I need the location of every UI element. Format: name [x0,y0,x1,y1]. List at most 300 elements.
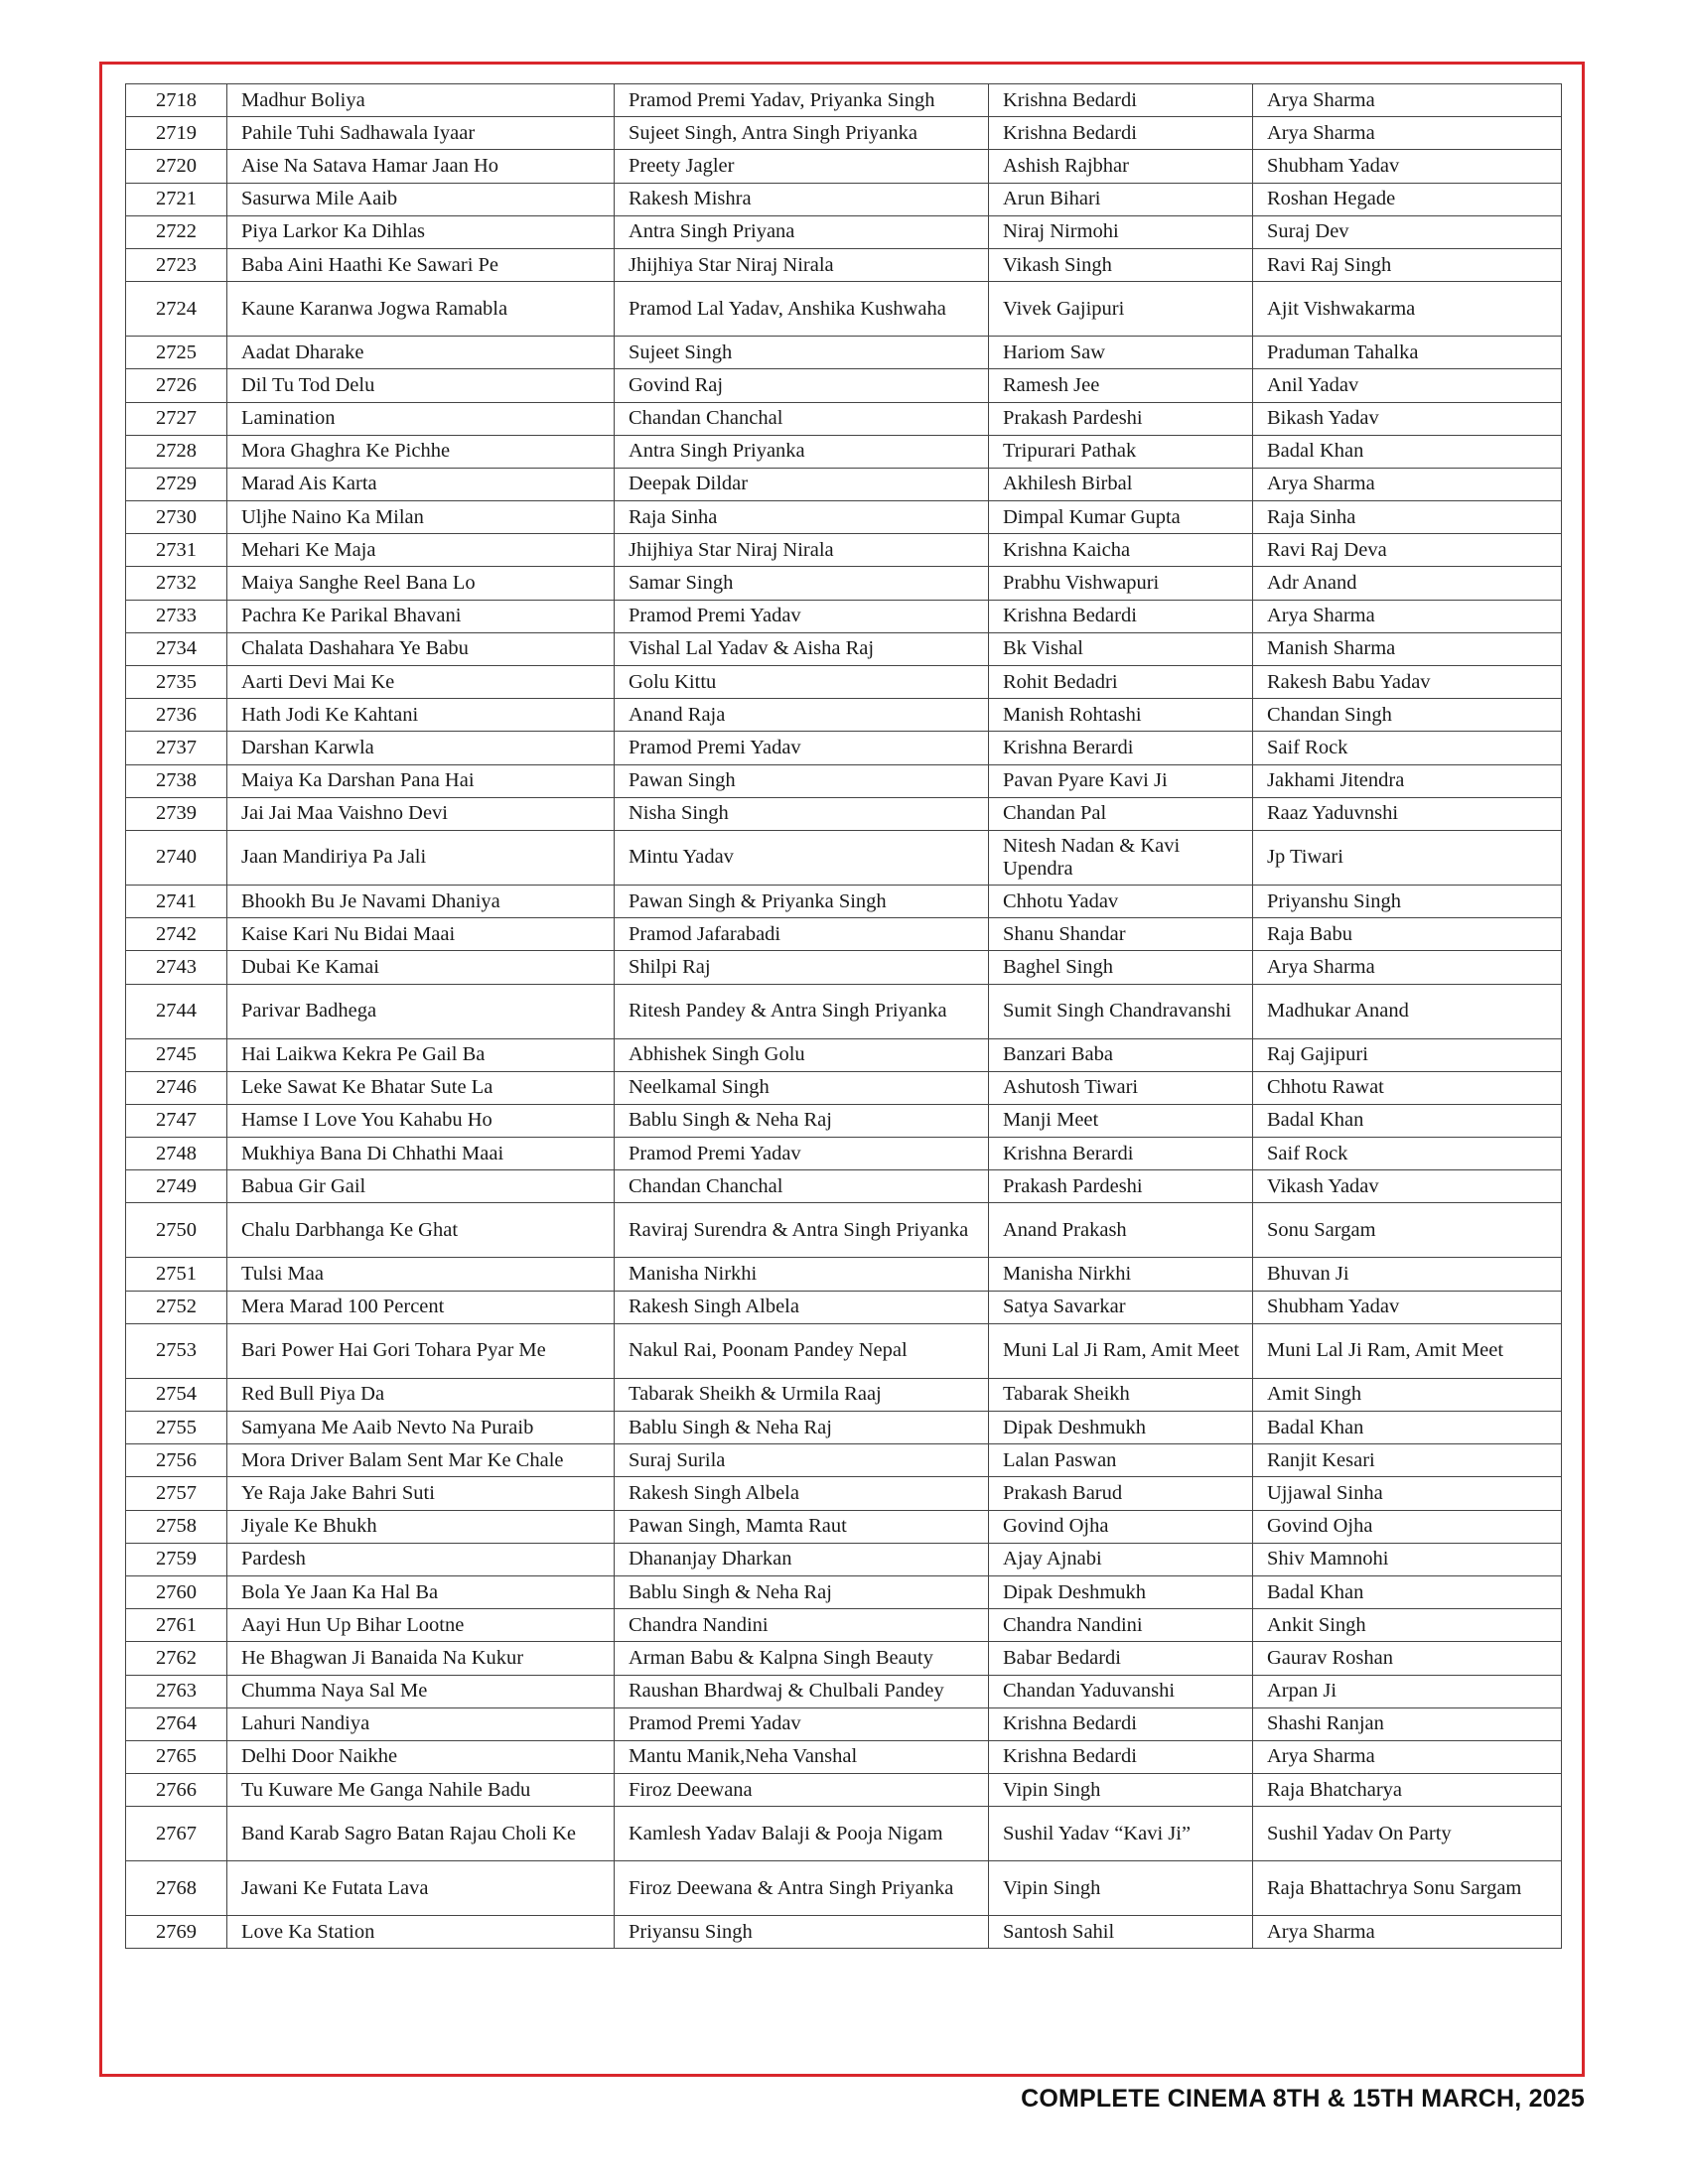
song-number-cell: 2752 [126,1291,227,1323]
singer-cell: Shilpi Raj [615,951,989,984]
song-title-cell: Babua Gir Gail [227,1170,615,1203]
lyricist-cell: Dipak Deshmukh [989,1412,1253,1444]
lyricist-cell: Tabarak Sheikh [989,1378,1253,1411]
singer-cell: Firoz Deewana & Antra Singh Priyanka [615,1861,989,1916]
singer-cell: Raja Sinha [615,501,989,534]
singer-cell: Chandan Chanchal [615,402,989,435]
music-director-cell: Arya Sharma [1253,84,1562,117]
song-number-cell: 2740 [126,830,227,885]
song-number-cell: 2723 [126,248,227,281]
singer-cell: Pramod Premi Yadav [615,1138,989,1170]
singer-cell: Antra Singh Priyana [615,215,989,248]
music-director-cell: Govind Ojha [1253,1510,1562,1543]
song-number-cell: 2735 [126,666,227,699]
singer-cell: Raushan Bhardwaj & Chulbali Pandey [615,1675,989,1707]
music-director-cell: Raja Bhattachrya Sonu Sargam [1253,1861,1562,1916]
song-number-cell: 2730 [126,501,227,534]
song-title-cell: Tulsi Maa [227,1258,615,1291]
song-number-cell: 2757 [126,1477,227,1510]
singer-cell: Suraj Surila [615,1444,989,1477]
song-title-cell: Pachra Ke Parikal Bhavani [227,600,615,632]
table-row [126,951,1562,984]
song-title-cell: Aarti Devi Mai Ke [227,666,615,699]
song-number-cell: 2764 [126,1707,227,1740]
song-number-cell: 2721 [126,183,227,215]
singer-cell: Pramod Premi Yadav [615,732,989,764]
song-number-cell: 2753 [126,1323,227,1378]
singer-cell: Golu Kittu [615,666,989,699]
singer-cell: Vishal Lal Yadav & Aisha Raj [615,632,989,665]
table-row [126,534,1562,567]
table-row [126,84,1562,117]
singer-cell: Kamlesh Yadav Balaji & Pooja Nigam [615,1807,989,1861]
song-title-cell: Jai Jai Maa Vaishno Devi [227,797,615,830]
singer-cell: Pawan Singh, Mamta Raut [615,1510,989,1543]
table-row [126,1510,1562,1543]
song-number-cell: 2719 [126,117,227,150]
song-number-cell: 2744 [126,984,227,1038]
music-director-cell: Badal Khan [1253,435,1562,468]
table-row [126,282,1562,337]
lyricist-cell: Krishna Bedardi [989,1740,1253,1773]
table-row [126,248,1562,281]
lyricist-cell: Govind Ojha [989,1510,1253,1543]
lyricist-cell: Chhotu Yadav [989,885,1253,917]
song-number-cell: 2745 [126,1038,227,1071]
singer-cell: Priyansu Singh [615,1916,989,1949]
music-director-cell: Manish Sharma [1253,632,1562,665]
song-number-cell: 2718 [126,84,227,117]
lyricist-cell: Ramesh Jee [989,369,1253,402]
table-row [126,666,1562,699]
music-director-cell: Shubham Yadav [1253,1291,1562,1323]
table-row [126,1071,1562,1104]
music-director-cell: Chandan Singh [1253,699,1562,732]
song-title-cell: Love Ka Station [227,1916,615,1949]
singer-cell: Chandan Chanchal [615,1170,989,1203]
song-title-cell: Hai Laikwa Kekra Pe Gail Ba [227,1038,615,1071]
song-number-cell: 2756 [126,1444,227,1477]
table-row [126,337,1562,369]
lyricist-cell: Chandan Yaduvanshi [989,1675,1253,1707]
music-director-cell: Raja Bhatcharya [1253,1774,1562,1807]
music-director-cell: Roshan Hegade [1253,183,1562,215]
song-title-cell: Bola Ye Jaan Ka Hal Ba [227,1575,615,1608]
singer-cell: Rakesh Singh Albela [615,1291,989,1323]
lyricist-cell: Pavan Pyare Kavi Ji [989,764,1253,797]
singer-cell: Preety Jagler [615,150,989,183]
song-number-cell: 2750 [126,1203,227,1258]
music-director-cell: Amit Singh [1253,1378,1562,1411]
lyricist-cell: Vikash Singh [989,248,1253,281]
music-director-cell: Arpan Ji [1253,1675,1562,1707]
song-number-cell: 2722 [126,215,227,248]
table-row [126,600,1562,632]
music-director-cell: Ravi Raj Deva [1253,534,1562,567]
singer-cell: Neelkamal Singh [615,1071,989,1104]
song-number-cell: 2739 [126,797,227,830]
song-title-cell: Mora Driver Balam Sent Mar Ke Chale [227,1444,615,1477]
lyricist-cell: Satya Savarkar [989,1291,1253,1323]
music-director-cell: Ujjawal Sinha [1253,1477,1562,1510]
song-title-cell: Jaan Mandiriya Pa Jali [227,830,615,885]
table-row [126,369,1562,402]
song-title-cell: Uljhe Naino Ka Milan [227,501,615,534]
lyricist-cell: Nitesh Nadan & Kavi Upendra [989,830,1253,885]
table-row [126,1258,1562,1291]
music-director-cell: Ranjit Kesari [1253,1444,1562,1477]
music-director-cell: Raja Babu [1253,918,1562,951]
music-director-cell: Shiv Mamnohi [1253,1543,1562,1575]
table-row [126,435,1562,468]
song-title-cell: Aadat Dharake [227,337,615,369]
song-title-cell: Chalata Dashahara Ye Babu [227,632,615,665]
song-title-cell: Mora Ghaghra Ke Pichhe [227,435,615,468]
lyricist-cell: Ashutosh Tiwari [989,1071,1253,1104]
singer-cell: Chandra Nandini [615,1609,989,1642]
song-number-cell: 2749 [126,1170,227,1203]
song-number-cell: 2763 [126,1675,227,1707]
music-director-cell: Arya Sharma [1253,1916,1562,1949]
song-title-cell: Dil Tu Tod Delu [227,369,615,402]
table-row [126,1291,1562,1323]
music-director-cell: Arya Sharma [1253,600,1562,632]
table-row [126,1038,1562,1071]
singer-cell: Manisha Nirkhi [615,1258,989,1291]
song-number-cell: 2768 [126,1861,227,1916]
song-number-cell: 2741 [126,885,227,917]
lyricist-cell: Chandra Nandini [989,1609,1253,1642]
music-director-cell: Ankit Singh [1253,1609,1562,1642]
music-director-cell: Shubham Yadav [1253,150,1562,183]
song-title-cell: Darshan Karwla [227,732,615,764]
lyricist-cell: Banzari Baba [989,1038,1253,1071]
table-row [126,402,1562,435]
music-director-cell: Saif Rock [1253,732,1562,764]
song-number-cell: 2746 [126,1071,227,1104]
singer-cell: Raviraj Surendra & Antra Singh Priyanka [615,1203,989,1258]
song-number-cell: 2747 [126,1104,227,1137]
music-director-cell: Raj Gajipuri [1253,1038,1562,1071]
music-director-cell: Raja Sinha [1253,501,1562,534]
music-director-cell: Jp Tiwari [1253,830,1562,885]
song-title-cell: Red Bull Piya Da [227,1378,615,1411]
table-row [126,1477,1562,1510]
music-director-cell: Arya Sharma [1253,468,1562,500]
music-director-cell: Chhotu Rawat [1253,1071,1562,1104]
singer-cell: Tabarak Sheikh & Urmila Raaj [615,1378,989,1411]
singer-cell: Pawan Singh & Priyanka Singh [615,885,989,917]
lyricist-cell: Ashish Rajbhar [989,150,1253,183]
song-title-cell: Tu Kuware Me Ganga Nahile Badu [227,1774,615,1807]
table-row [126,215,1562,248]
singer-cell: Abhishek Singh Golu [615,1038,989,1071]
song-title-cell: Lahuri Nandiya [227,1707,615,1740]
table-row [126,1916,1562,1949]
table-row [126,501,1562,534]
music-director-cell: Bhuvan Ji [1253,1258,1562,1291]
table-row [126,1740,1562,1773]
song-number-cell: 2762 [126,1642,227,1675]
song-title-cell: Chalu Darbhanga Ke Ghat [227,1203,615,1258]
song-number-cell: 2765 [126,1740,227,1773]
lyricist-cell: Manisha Nirkhi [989,1258,1253,1291]
table-row [126,567,1562,600]
music-director-cell: Sushil Yadav On Party [1253,1807,1562,1861]
table-row [126,183,1562,215]
lyricist-cell: Bk Vishal [989,632,1253,665]
table-row [126,918,1562,951]
lyricist-cell: Prabhu Vishwapuri [989,567,1253,600]
song-number-cell: 2760 [126,1575,227,1608]
song-title-cell: Piya Larkor Ka Dihlas [227,215,615,248]
song-number-cell: 2733 [126,600,227,632]
song-title-cell: Band Karab Sagro Batan Rajau Choli Ke [227,1807,615,1861]
lyricist-cell: Babar Bedardi [989,1642,1253,1675]
lyricist-cell: Akhilesh Birbal [989,468,1253,500]
lyricist-cell: Manji Meet [989,1104,1253,1137]
table-row [126,1323,1562,1378]
lyricist-cell: Dipak Deshmukh [989,1575,1253,1608]
singer-cell: Pramod Premi Yadav [615,600,989,632]
table-row [126,1861,1562,1916]
lyricist-cell: Prakash Pardeshi [989,1170,1253,1203]
lyricist-cell: Lalan Paswan [989,1444,1253,1477]
lyricist-cell: Sushil Yadav “Kavi Ji” [989,1807,1253,1861]
song-number-cell: 2720 [126,150,227,183]
lyricist-cell: Dimpal Kumar Gupta [989,501,1253,534]
table-row [126,1575,1562,1608]
song-number-cell: 2759 [126,1543,227,1575]
song-title-cell: Aayi Hun Up Bihar Lootne [227,1609,615,1642]
music-director-cell: Praduman Tahalka [1253,337,1562,369]
singer-cell: Mintu Yadav [615,830,989,885]
song-number-cell: 2727 [126,402,227,435]
song-registry-table [125,83,1562,1949]
music-director-cell: Bikash Yadav [1253,402,1562,435]
singer-cell: Arman Babu & Kalpna Singh Beauty [615,1642,989,1675]
song-title-cell: Jiyale Ke Bhukh [227,1510,615,1543]
table-row [126,1774,1562,1807]
table-row [126,1543,1562,1575]
song-title-cell: Aise Na Satava Hamar Jaan Ho [227,150,615,183]
singer-cell: Rakesh Singh Albela [615,1477,989,1510]
song-number-cell: 2729 [126,468,227,500]
lyricist-cell: Vivek Gajipuri [989,282,1253,337]
song-title-cell: Delhi Door Naikhe [227,1740,615,1773]
song-number-cell: 2736 [126,699,227,732]
music-director-cell: Saif Rock [1253,1138,1562,1170]
music-director-cell: Arya Sharma [1253,1740,1562,1773]
song-number-cell: 2737 [126,732,227,764]
singer-cell: Pramod Lal Yadav, Anshika Kushwaha [615,282,989,337]
table-row [126,632,1562,665]
song-number-cell: 2751 [126,1258,227,1291]
singer-cell: Bablu Singh & Neha Raj [615,1412,989,1444]
song-title-cell: Baba Aini Haathi Ke Sawari Pe [227,248,615,281]
lyricist-cell: Krishna Bedardi [989,1707,1253,1740]
table-row [126,984,1562,1038]
song-title-cell: Parivar Badhega [227,984,615,1038]
song-title-cell: Maiya Sanghe Reel Bana Lo [227,567,615,600]
song-title-cell: Mehari Ke Maja [227,534,615,567]
table-row [126,764,1562,797]
music-director-cell: Badal Khan [1253,1412,1562,1444]
song-title-cell: Hath Jodi Ke Kahtani [227,699,615,732]
lyricist-cell: Sumit Singh Chandravanshi [989,984,1253,1038]
lyricist-cell: Rohit Bedadri [989,666,1253,699]
lyricist-cell: Anand Prakash [989,1203,1253,1258]
music-director-cell: Raaz Yaduvnshi [1253,797,1562,830]
song-title-cell: Bari Power Hai Gori Tohara Pyar Me [227,1323,615,1378]
table-row [126,1675,1562,1707]
lyricist-cell: Krishna Berardi [989,732,1253,764]
singer-cell: Nisha Singh [615,797,989,830]
music-director-cell: Rakesh Babu Yadav [1253,666,1562,699]
singer-cell: Firoz Deewana [615,1774,989,1807]
lyricist-cell: Arun Bihari [989,183,1253,215]
music-director-cell: Arya Sharma [1253,117,1562,150]
lyricist-cell: Krishna Kaicha [989,534,1253,567]
singer-cell: Pramod Jafarabadi [615,918,989,951]
song-title-cell: Mera Marad 100 Percent [227,1291,615,1323]
music-director-cell: Arya Sharma [1253,951,1562,984]
table-row [126,885,1562,917]
lyricist-cell: Niraj Nirmohi [989,215,1253,248]
table-row [126,1203,1562,1258]
music-director-cell: Badal Khan [1253,1575,1562,1608]
lyricist-cell: Hariom Saw [989,337,1253,369]
song-number-cell: 2755 [126,1412,227,1444]
music-director-cell: Gaurav Roshan [1253,1642,1562,1675]
song-number-cell: 2726 [126,369,227,402]
music-director-cell: Anil Yadav [1253,369,1562,402]
music-director-cell: Priyanshu Singh [1253,885,1562,917]
table-row [126,1444,1562,1477]
publication-footer: COMPLETE CINEMA 8TH & 15TH MARCH, 2025 [1021,2085,1585,2113]
table-row [126,1104,1562,1137]
music-director-cell: Adr Anand [1253,567,1562,600]
lyricist-cell: Krishna Bedardi [989,600,1253,632]
lyricist-cell: Prakash Pardeshi [989,402,1253,435]
singer-cell: Samar Singh [615,567,989,600]
song-number-cell: 2769 [126,1916,227,1949]
lyricist-cell: Vipin Singh [989,1774,1253,1807]
lyricist-cell: Vipin Singh [989,1861,1253,1916]
song-title-cell: Samyana Me Aaib Nevto Na Puraib [227,1412,615,1444]
lyricist-cell: Santosh Sahil [989,1916,1253,1949]
song-number-cell: 2743 [126,951,227,984]
song-number-cell: 2725 [126,337,227,369]
song-title-cell: Marad Ais Karta [227,468,615,500]
song-title-cell: Pahile Tuhi Sadhawala Iyaar [227,117,615,150]
lyricist-cell: Chandan Pal [989,797,1253,830]
table-row [126,1138,1562,1170]
song-title-cell: Maiya Ka Darshan Pana Hai [227,764,615,797]
lyricist-cell: Shanu Shandar [989,918,1253,951]
table-row [126,1412,1562,1444]
table-row [126,468,1562,500]
song-number-cell: 2761 [126,1609,227,1642]
singer-cell: Pawan Singh [615,764,989,797]
song-number-cell: 2748 [126,1138,227,1170]
singer-cell: Deepak Dildar [615,468,989,500]
song-title-cell: Pardesh [227,1543,615,1575]
table-row [126,150,1562,183]
song-number-cell: 2767 [126,1807,227,1861]
music-director-cell: Sonu Sargam [1253,1203,1562,1258]
singer-cell: Bablu Singh & Neha Raj [615,1575,989,1608]
table-row [126,1609,1562,1642]
music-director-cell: Suraj Dev [1253,215,1562,248]
song-number-cell: 2724 [126,282,227,337]
singer-cell: Antra Singh Priyanka [615,435,989,468]
lyricist-cell: Krishna Berardi [989,1138,1253,1170]
table-row [126,699,1562,732]
lyricist-cell: Krishna Bedardi [989,117,1253,150]
singer-cell: Mantu Manik,Neha Vanshal [615,1740,989,1773]
table-row [126,1170,1562,1203]
song-number-cell: 2732 [126,567,227,600]
song-title-cell: Madhur Boliya [227,84,615,117]
singer-cell: Dhananjay Dharkan [615,1543,989,1575]
table-body [126,84,1562,1949]
lyricist-cell: Prakash Barud [989,1477,1253,1510]
singer-cell: Pramod Premi Yadav [615,1707,989,1740]
song-title-cell: Chumma Naya Sal Me [227,1675,615,1707]
lyricist-cell: Baghel Singh [989,951,1253,984]
table-row [126,1378,1562,1411]
music-director-cell: Ajit Vishwakarma [1253,282,1562,337]
song-number-cell: 2766 [126,1774,227,1807]
lyricist-cell: Tripurari Pathak [989,435,1253,468]
song-number-cell: 2734 [126,632,227,665]
singer-cell: Nakul Rai, Poonam Pandey Nepal [615,1323,989,1378]
song-title-cell: Lamination [227,402,615,435]
singer-cell: Ritesh Pandey & Antra Singh Priyanka [615,984,989,1038]
song-number-cell: 2754 [126,1378,227,1411]
table-row [126,797,1562,830]
music-director-cell: Muni Lal Ji Ram, Amit Meet [1253,1323,1562,1378]
song-title-cell: Kaise Kari Nu Bidai Maai [227,918,615,951]
song-number-cell: 2731 [126,534,227,567]
table-row [126,117,1562,150]
song-title-cell: Hamse I Love You Kahabu Ho [227,1104,615,1137]
singer-cell: Sujeet Singh, Antra Singh Priyanka [615,117,989,150]
song-title-cell: Sasurwa Mile Aaib [227,183,615,215]
lyricist-cell: Manish Rohtashi [989,699,1253,732]
lyricist-cell: Ajay Ajnabi [989,1543,1253,1575]
music-director-cell: Vikash Yadav [1253,1170,1562,1203]
song-title-cell: Leke Sawat Ke Bhatar Sute La [227,1071,615,1104]
song-title-cell: Kaune Karanwa Jogwa Ramabla [227,282,615,337]
table-row [126,1707,1562,1740]
singer-cell: Govind Raj [615,369,989,402]
singer-cell: Pramod Premi Yadav, Priyanka Singh [615,84,989,117]
singer-cell: Jhijhiya Star Niraj Nirala [615,534,989,567]
music-director-cell: Madhukar Anand [1253,984,1562,1038]
song-number-cell: 2758 [126,1510,227,1543]
music-director-cell: Badal Khan [1253,1104,1562,1137]
table-row [126,1642,1562,1675]
singer-cell: Sujeet Singh [615,337,989,369]
music-director-cell: Ravi Raj Singh [1253,248,1562,281]
lyricist-cell: Krishna Bedardi [989,84,1253,117]
singer-cell: Anand Raja [615,699,989,732]
song-title-cell: Mukhiya Bana Di Chhathi Maai [227,1138,615,1170]
song-title-cell: Jawani Ke Futata Lava [227,1861,615,1916]
song-title-cell: Bhookh Bu Je Navami Dhaniya [227,885,615,917]
